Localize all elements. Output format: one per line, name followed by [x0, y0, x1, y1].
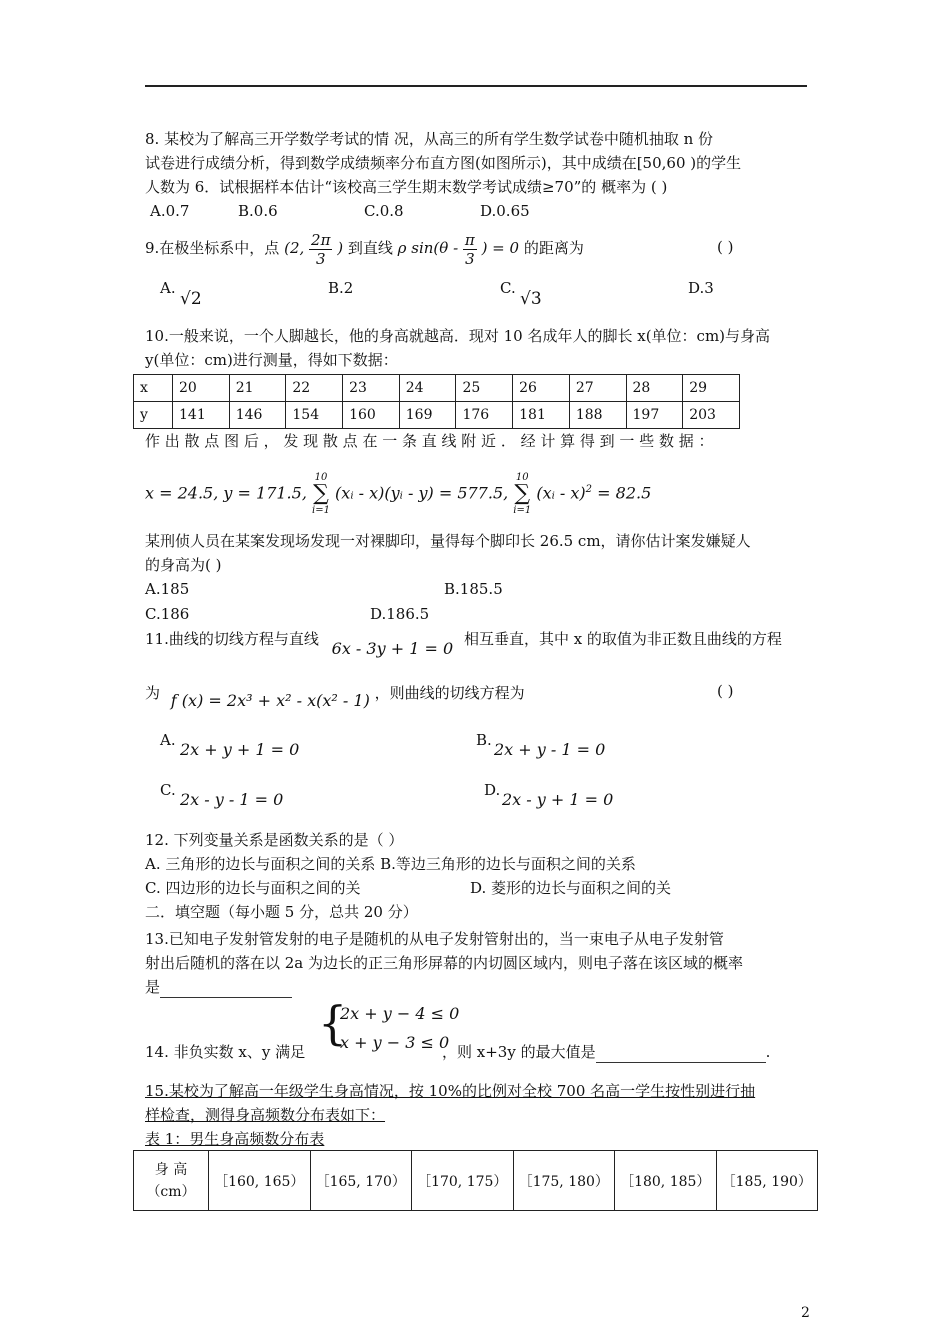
- q14-suffix: ，则 x+3y 的最大值是: [442, 1043, 596, 1061]
- q10-formula: [145, 466, 651, 517]
- table-cell: 29: [683, 375, 740, 402]
- table-cell: 197: [626, 402, 683, 429]
- table-cell: 188: [569, 402, 626, 429]
- q10-formula-a: x = 24.5, y = 171.5,: [145, 483, 307, 503]
- q13-line3: [145, 976, 292, 998]
- q9-option-c-value: √3: [520, 289, 542, 309]
- table-cell: ［165, 170）: [310, 1151, 412, 1211]
- q11-option-a-eq: 2x + y + 1 = 0: [180, 740, 300, 759]
- header-height: 身 高: [154, 1161, 188, 1178]
- table-cell: x: [134, 375, 173, 402]
- table-cell: 23: [343, 375, 400, 402]
- q11-line1a: 11.曲线的切线方程与直线: [145, 630, 319, 648]
- q10-line5: 的身高为( ): [145, 556, 222, 574]
- table-cell: 25: [456, 375, 513, 402]
- table-cell: 176: [456, 402, 513, 429]
- q9-line-eq-b: ) = 0: [481, 239, 520, 257]
- q9-mid: 到直线: [347, 239, 393, 257]
- sum1-top: 10: [314, 471, 328, 483]
- q14-ineq2: x + y − 3 ≤ 0: [340, 1033, 450, 1052]
- table-cell: 24: [399, 375, 456, 402]
- table-cell: 203: [683, 402, 740, 429]
- q9-point-close: ): [337, 239, 344, 257]
- q8-line2: 试卷进行成绩分析，得到数学成绩频率分布直方图(如图所示)，其中成绩在[50,60 )的学生: [145, 154, 742, 172]
- q8-option-c: C.0.8: [364, 202, 404, 220]
- q11-paren: ( ): [717, 682, 734, 700]
- table-cell: 169: [399, 402, 456, 429]
- q13-line3-text: 是: [145, 978, 161, 996]
- table-cell: 154: [286, 402, 343, 429]
- table-cell: 22: [286, 375, 343, 402]
- section-2-heading: 二．填空题（每小题 5 分，总共 20 分）: [145, 903, 418, 921]
- header-rule: [145, 85, 807, 87]
- q11-line2: [145, 682, 525, 710]
- table-cell: 27: [569, 375, 626, 402]
- q15-frequency-table: [133, 1150, 818, 1211]
- q11-option-d-label: D.: [484, 781, 501, 799]
- answer-blank[interactable]: [596, 1044, 766, 1063]
- q15-table-title: 表 1：男生身高频数分布表: [145, 1130, 325, 1148]
- q9-option-d: D.3: [688, 279, 714, 297]
- q11-line2-eq: f (x) = 2x³ + x² - x(x² - 1): [170, 691, 370, 710]
- table-cell: ［185, 190）: [716, 1151, 818, 1211]
- q11-option-b-label: B.: [476, 731, 492, 749]
- q12-line1: 12. 下列变量关系是函数关系的是（ ）: [145, 831, 404, 849]
- q9-fraction2: [463, 231, 477, 268]
- q11-line2a: 为: [145, 684, 161, 702]
- q12-line2: A. 三角形的边长与面积之间的关系 B.等边三角形的边长与面积之间的关系: [145, 855, 636, 873]
- q10-formula-sup: 2: [585, 484, 593, 495]
- table-header-cell: [134, 1151, 209, 1211]
- table-cell: 160: [343, 402, 400, 429]
- table-cell: 28: [626, 375, 683, 402]
- q10-line3: 作 出 散 点 图 后 ， 发 现 散 点 在 一 条 直 线 附 近 ． 经 计 算 得 到 一 些 数 据 ：: [145, 432, 714, 450]
- q10-line2: y(单位：cm)进行测量，得如下数据：: [145, 351, 398, 369]
- sum2-top: 10: [515, 471, 529, 483]
- q9-suffix: 的距离为: [523, 239, 584, 257]
- q12-line3b: D. 菱形的边长与面积之间的关: [470, 879, 672, 897]
- q11-option-d-eq: 2x - y + 1 = 0: [502, 790, 614, 809]
- q11-line1-eq: 6x - 3y + 1 = 0: [331, 639, 454, 658]
- q11-option-c-label: C.: [160, 781, 176, 799]
- q9-point: (2,: [284, 239, 305, 257]
- sigma-icon: ∑: [514, 480, 531, 506]
- sum-symbol-2: [513, 472, 531, 516]
- page-number: 2: [801, 1305, 810, 1321]
- table-cell: ［160, 165）: [209, 1151, 311, 1211]
- q10-option-a: A.185: [145, 580, 190, 598]
- q10-data-table: [133, 374, 740, 429]
- table-cell: 181: [513, 402, 570, 429]
- q10-option-b: B.185.5: [444, 580, 503, 598]
- q9-option-b: B.2: [328, 279, 354, 297]
- q14-end: .: [765, 1043, 771, 1061]
- q9-frac2-num: π: [464, 230, 475, 249]
- q8-option-d: D.0.65: [480, 202, 530, 220]
- q8-line3: 人数为 6．试根据样本估计“该校高三学生期末数学考试成绩≥70”的 概率为 ( ): [145, 178, 668, 196]
- q15-line1: 15.某校为了解高一年级学生身高情况，按 10%的比例对全校 700 名高一学生按性别进行抽: [145, 1082, 756, 1100]
- q10-option-c: C.186: [145, 605, 190, 623]
- table-cell: 20: [173, 375, 230, 402]
- q11-option-a-label: A.: [160, 731, 176, 749]
- q9-option-c-label: C.: [500, 279, 516, 297]
- q9-line: [145, 226, 584, 270]
- q13-line2: 射出后随机的落在以 2a 为边长的正三角形屏幕的内切圆区域内，则电子落在该区域的概率: [145, 954, 744, 972]
- q11-line1b: 相互垂直，其中 x 的取值为非正数且曲线的方程: [463, 630, 782, 648]
- q9-frac-den: 3: [315, 249, 326, 268]
- q9-frac2-den: 3: [465, 249, 475, 268]
- q13-line1: 13.已知电子发射管发射的电子是随机的从电子发射管射出的，当一束电子从电子发射管: [145, 930, 724, 948]
- table-cell: ［170, 175）: [412, 1151, 514, 1211]
- q10-line1: 10.一般来说，一个人脚越长，他的身高就越高．现对 10 名成年人的脚长 x(单位：cm)与身高: [145, 327, 771, 345]
- sum1-bottom: i=1: [312, 504, 330, 516]
- q10-formula-c: (xᵢ - x): [536, 483, 586, 503]
- sum-symbol-1: [312, 472, 330, 516]
- sigma-icon: ∑: [313, 480, 329, 506]
- q12-line3: C. 四边形的边长与面积之间的关: [145, 879, 361, 897]
- q11-option-c-eq: 2x - y - 1 = 0: [180, 790, 284, 809]
- q9-option-a-value: √2: [180, 289, 202, 309]
- q14-ineq1: 2x + y − 4 ≤ 0: [340, 1004, 460, 1023]
- table-cell: y: [134, 402, 173, 429]
- q11-option-b-eq: 2x + y - 1 = 0: [494, 740, 606, 759]
- q14-prefix: 14. 非负实数 x、y 满足: [145, 1043, 306, 1061]
- q11-line2b: ，则曲线的切线方程为: [374, 684, 525, 702]
- q8-line1: 8. 某校为了解高三开学数学考试的情 况，从高三的所有学生数学试卷中随机抽取 n 份: [145, 130, 714, 148]
- table-row-x: [134, 375, 740, 402]
- q9-prefix: 9.在极坐标系中，点: [145, 239, 280, 257]
- q8-option-b: B.0.6: [238, 202, 278, 220]
- answer-blank[interactable]: [160, 979, 292, 998]
- table-cell: 21: [229, 375, 286, 402]
- q9-paren: ( ): [717, 238, 734, 256]
- table-row-y: [134, 402, 740, 429]
- sum2-bottom: i=1: [513, 504, 532, 516]
- table-row: [134, 1151, 818, 1211]
- brace-icon: {: [318, 996, 348, 1050]
- q10-option-d: D.186.5: [370, 605, 430, 623]
- q8-option-a: A.0.7: [150, 202, 190, 220]
- table-cell: ［180, 185）: [615, 1151, 717, 1211]
- q14-suffix-line: [442, 1041, 770, 1063]
- q11-line1: [145, 628, 782, 658]
- q15-line2: 样检查，测得身高频数分布表如下：: [145, 1106, 386, 1124]
- q9-option-a-label: A.: [160, 279, 176, 297]
- q9-frac-num: 2π: [311, 230, 331, 249]
- table-cell: 26: [513, 375, 570, 402]
- table-cell: ［175, 180）: [513, 1151, 615, 1211]
- header-unit: （cm）: [146, 1183, 196, 1200]
- q10-formula-b: (xᵢ - x)(yᵢ - y) = 577.5,: [335, 483, 509, 503]
- q10-formula-d: = 82.5: [597, 483, 652, 503]
- q14-line: [145, 1041, 305, 1063]
- q9-fraction: [309, 231, 332, 268]
- q10-line4: 某刑侦人员在某案发现场发现一对裸脚印，量得每个脚印长 26.5 cm，请你估计案发嫌疑人: [145, 532, 751, 550]
- table-cell: 146: [229, 402, 286, 429]
- table-cell: 141: [173, 402, 230, 429]
- q9-line-eq-a: ρ sin(θ -: [397, 239, 459, 257]
